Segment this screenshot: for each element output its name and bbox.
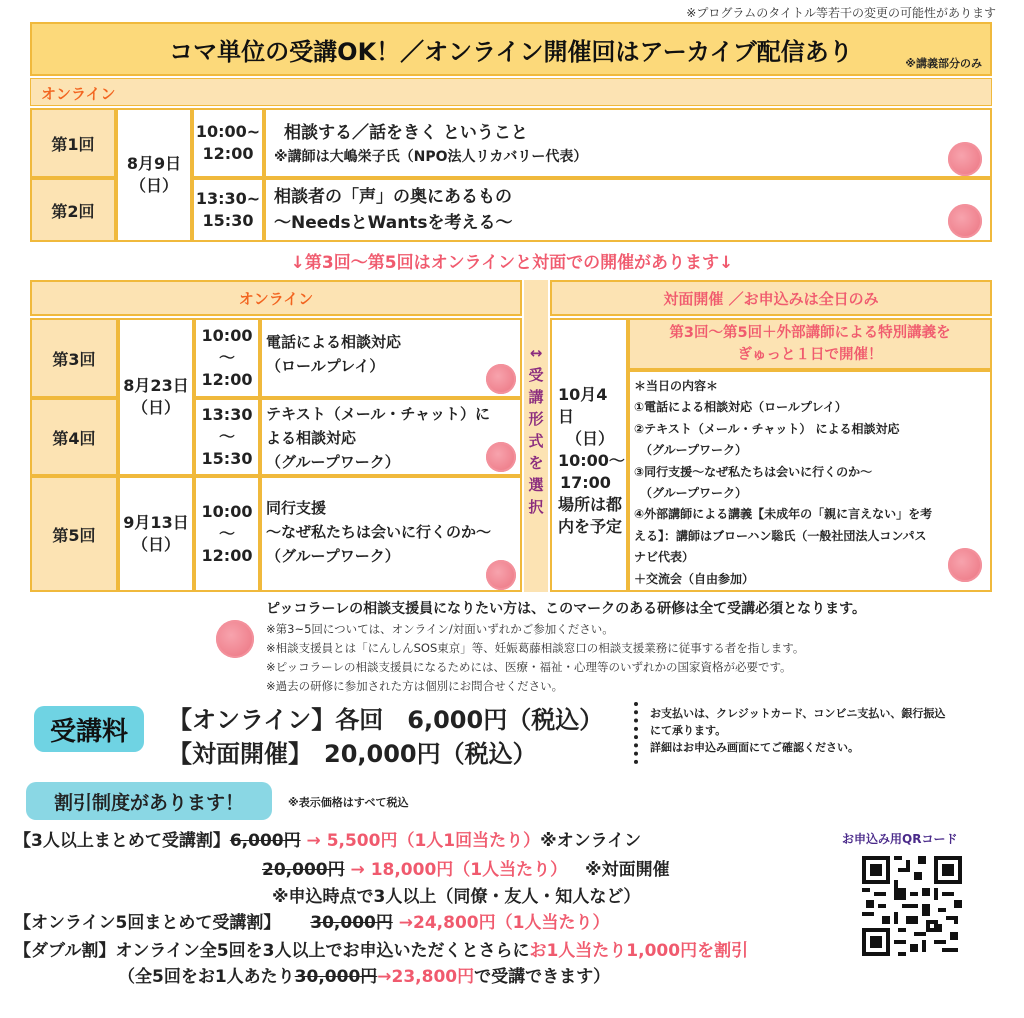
total-text: （全5回をお1人あたり <box>118 967 295 987</box>
payment-line: にて承ります。 <box>650 724 727 737</box>
date-line1: 9月13日 <box>123 513 189 532</box>
double-discount-text: 【ダブル割】オンライン全5回を3人以上でお申込いただくとさらに <box>14 941 530 961</box>
session-line3: （グループワーク） <box>266 547 400 565</box>
contents-line: える】：講師はブローハン聡氏（一般社団法人コンパス <box>634 528 927 543</box>
time-start: 10:00 <box>201 326 253 345</box>
payment-info <box>650 705 945 756</box>
session-line2: （ロールプレイ） <box>266 357 385 375</box>
contents-line: ＋交流会（自由参加） <box>634 571 755 586</box>
online-section-label: オンライン <box>30 78 992 106</box>
session-3 <box>260 318 522 398</box>
select-format-column <box>524 280 548 592</box>
double-discount-amount: お1人当たり1,000円を割引 <box>529 941 749 961</box>
discount-row-6 <box>118 964 610 990</box>
fee-divider <box>634 702 638 764</box>
time-start: 13:30 <box>201 405 253 424</box>
required-mark-note: ピッコラーレの相談支援員になりたい方は、このマークのある研修は全て受講必須となります。 <box>266 601 867 617</box>
select-char: ↔ <box>529 344 543 362</box>
payment-line: お支払いは、クレジットカード、コンビニ支払い、銀行振込 <box>650 707 946 720</box>
contents-line: ③同行支援〜なぜ私たちは会いに行くのか〜 <box>634 464 873 479</box>
session-title: 相談者の「声」の奥にあるもの <box>274 187 512 207</box>
session-line1: 同行支援 <box>266 499 327 517</box>
time-sep: 〜 <box>218 524 235 543</box>
session-line1: テキスト（メール・チャット）に <box>266 405 490 423</box>
session-4 <box>260 398 522 476</box>
discount-badge: 割引制度があります！ <box>26 782 272 820</box>
session-subtitle: 〜NeedsとWantsを考える〜 <box>274 213 513 233</box>
discount-row-5 <box>14 938 748 964</box>
select-char: を <box>528 454 544 472</box>
session-1 <box>264 108 992 178</box>
tax-note: ※表示価格はすべて税込 <box>288 796 409 809</box>
contents-line: （グループワーク） <box>634 486 748 501</box>
select-char: 択 <box>528 498 544 516</box>
date-cell-aug23 <box>118 318 194 476</box>
time-cell-4 <box>194 398 260 476</box>
inperson-place2: 内を予定 <box>558 517 623 536</box>
group-discount-label: 【3人以上まとめて受講割】 <box>14 831 230 851</box>
format-tag: ※オンライン <box>540 831 642 851</box>
old-price: 30,000円 <box>310 913 393 933</box>
qr-label: お申込み用QRコード <box>842 832 958 846</box>
select-char: 講 <box>528 388 544 406</box>
fee-inperson: 【対面開催】 20,000円（税込） <box>168 740 537 768</box>
bundle-discount-label: 【オンライン5回まとめて受講割】 <box>14 913 281 933</box>
round-5: 第5回 <box>30 476 118 592</box>
session-line3: （グループワーク） <box>266 453 400 471</box>
required-mark-icon <box>948 548 982 582</box>
inperson-headline2: ぎゅっと１日で開催！ <box>737 347 883 363</box>
time-start: 10:00 <box>201 502 253 521</box>
note-item: ※第3~5回については、オンライン/対面いずれかご参加ください。 <box>266 622 614 636</box>
round-2: 第2回 <box>30 178 116 242</box>
session-5 <box>260 476 522 592</box>
new-price: →23,800円 <box>377 967 475 987</box>
required-mark-icon <box>486 364 516 394</box>
format-tag: ※対面開催 <box>585 860 670 880</box>
select-char: 式 <box>528 432 544 450</box>
time-sep: 〜 <box>218 427 235 446</box>
contents-line: ①電話による相談対応（ロールプレイ） <box>634 400 847 415</box>
select-char: 形 <box>528 410 544 428</box>
required-mark-legend-icon <box>216 620 254 658</box>
time-sep: 〜 <box>218 348 235 367</box>
time-end: 12:00 <box>202 144 254 163</box>
qr-code-icon[interactable] <box>862 856 962 956</box>
old-price: 6,000円 <box>229 831 301 851</box>
inperson-day: （日） <box>566 429 615 448</box>
contents-line: （グループワーク） <box>634 443 748 458</box>
inperson-start: 10:00〜 <box>558 451 625 470</box>
select-format-text <box>524 342 548 518</box>
required-mark-icon <box>486 560 516 590</box>
date-cell-aug9 <box>116 108 192 242</box>
round-4: 第4回 <box>30 398 118 476</box>
notes-list <box>266 620 804 696</box>
required-mark-icon <box>948 142 982 176</box>
session-line2: よる相談対応 <box>266 429 357 447</box>
online-label-2: オンライン <box>30 280 522 316</box>
time-end: 15:30 <box>202 211 254 230</box>
discount-row-4 <box>14 910 609 936</box>
new-price: → 5,500円（1人1回当たり） <box>306 831 541 851</box>
banner-title: コマ単位の受講OK！／オンライン開催回はアーカイブ配信あり <box>169 38 853 66</box>
contents-line: ＊当日の内容＊ <box>634 379 719 393</box>
round-1: 第1回 <box>30 108 116 178</box>
date-line2: （日） <box>131 398 180 417</box>
round-3: 第3回 <box>30 318 118 398</box>
note-item: ※ピッコラーレの相談支援員になるためには、医療・福祉・心理等のいずれかの国家資格が必要です。 <box>266 660 792 674</box>
format-notice: ↓第3回〜第5回はオンラインと対面での開催があります↓ <box>290 253 734 273</box>
date-line1: 8月23日 <box>123 376 189 395</box>
session-line1: 電話による相談対応 <box>266 333 402 351</box>
discount-row-2 <box>262 857 670 883</box>
date-line2: （日） <box>131 535 180 554</box>
time-end: 15:30 <box>201 449 253 468</box>
banner-note: ※講義部分のみ <box>905 57 982 70</box>
time-start: 10:00~ <box>195 122 261 141</box>
fee-online: 【オンライン】各回 6,000円（税込） <box>168 706 604 734</box>
session-lecturer: ※講師は大嶋栄子氏（NPO法人リカバリー代表） <box>274 149 588 165</box>
headline-banner <box>30 22 992 76</box>
inperson-end: 17:00 <box>560 473 611 492</box>
date-cell-sep13 <box>118 476 194 592</box>
inperson-headline <box>628 318 992 370</box>
time-cell-1 <box>192 108 264 178</box>
session-line2: 〜なぜ私たちは会いに行くのか〜 <box>266 523 492 541</box>
inperson-contents <box>628 370 992 592</box>
discount-row-3: ※申込時点で3人以上（同僚・友人・知人など） <box>272 887 641 907</box>
new-price: →24,800円（1人当たり） <box>392 913 610 933</box>
session-2 <box>264 178 992 242</box>
change-notice: ※プログラムのタイトル等若干の変更の可能性があります <box>686 6 996 20</box>
discount-row-1 <box>14 828 641 854</box>
select-char: 選 <box>528 476 544 494</box>
time-cell-5 <box>194 476 260 592</box>
old-price: 20,000円 <box>262 860 345 880</box>
inperson-label: 対面開催 ／お申込みは全日のみ <box>550 280 992 316</box>
new-price: → 18,000円（1人当たり） <box>350 860 568 880</box>
inperson-date: 10月4日 <box>558 385 608 426</box>
inperson-headline1: 第3回〜第5回＋外部講師による特別講義を <box>669 325 951 341</box>
contents-line: ②テキスト（メール・チャット） による相談対応 <box>634 421 900 436</box>
fee-badge: 受講料 <box>34 706 144 752</box>
date-line2: （日） <box>129 176 178 195</box>
time-end: 12:00 <box>201 546 253 565</box>
required-mark-icon <box>948 204 982 238</box>
inperson-place1: 場所は都 <box>558 495 623 514</box>
note-item: ※相談支援員とは「にんしんSOS東京」等、妊娠葛藤相談窓口の相談支援業務に従事する者を指します。 <box>266 641 805 655</box>
time-cell-2 <box>192 178 264 242</box>
old-price: 30,000円 <box>294 967 378 987</box>
note-item: ※過去の研修に参加された方は個別にお問合せください。 <box>266 679 564 693</box>
time-start: 13:30~ <box>195 189 261 208</box>
time-cell-3 <box>194 318 260 398</box>
inperson-date-cell <box>550 318 628 592</box>
time-end: 12:00 <box>201 370 253 389</box>
required-mark-icon <box>486 442 516 472</box>
contents-line: ナビ代表） <box>634 550 695 565</box>
session-title: 相談する／話をきく ということ <box>284 123 528 143</box>
date-line1: 8月9日 <box>126 154 182 173</box>
payment-line: 詳細はお申込み画面にてご確認ください。 <box>650 741 859 754</box>
contents-line: ④外部講師による講義【未成年の「親に言えない」を考 <box>634 507 933 522</box>
total-text-end: で受講できます） <box>474 967 611 987</box>
select-char: 受 <box>528 366 544 384</box>
